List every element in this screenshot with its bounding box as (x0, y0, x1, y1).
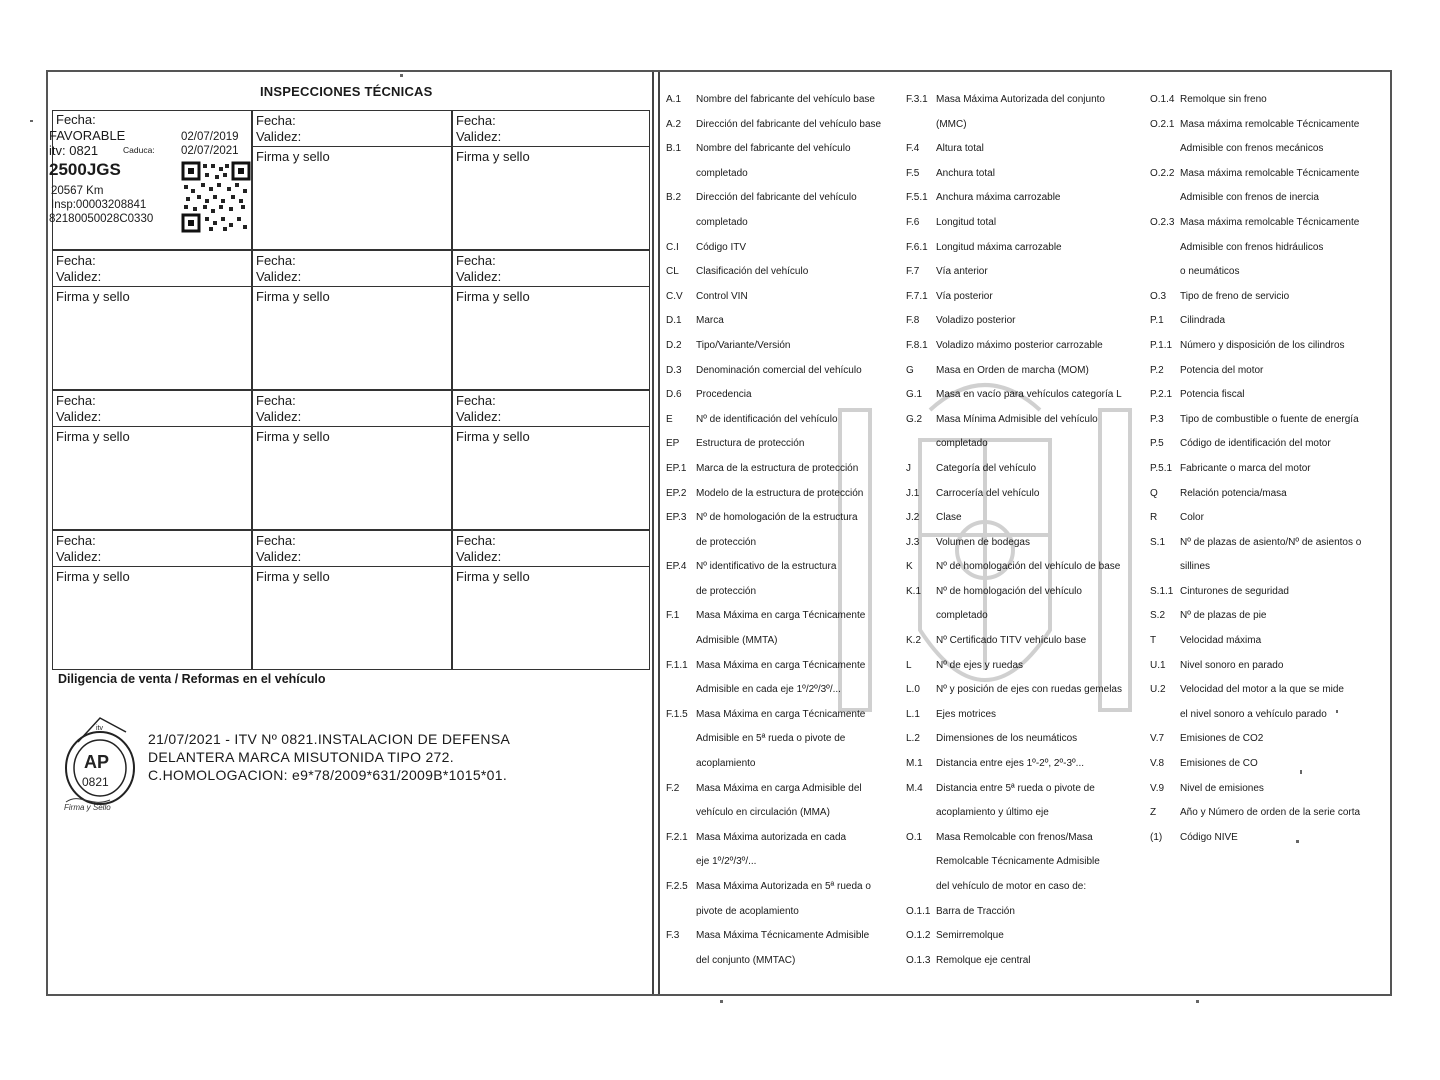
legend-description: Masa en Orden de marcha (MOM) (936, 364, 1089, 376)
legend-description: Admisible (MMTA) (696, 635, 778, 647)
legend-description: Nombre del fabricante del vehículo (696, 143, 851, 155)
legend-code: F.1.5 (666, 708, 688, 720)
coat-of-arms-watermark-icon (820, 350, 1150, 750)
legend-code: V.8 (1150, 758, 1165, 770)
legend-row (1150, 242, 1388, 267)
legend-code: F.6 (906, 216, 920, 228)
legend-code: EP.1 (666, 462, 687, 474)
legend-code: D.2 (666, 339, 682, 351)
svg-text:Firma y Sello: Firma y Sello (64, 803, 111, 812)
legend-code: O.2.2 (1150, 167, 1175, 179)
legend-description: Nº de homologación del vehículo (936, 585, 1082, 597)
legend-description: Masa máxima remolcable Técnicamente (1180, 118, 1360, 130)
legend-code: D.3 (666, 364, 682, 376)
legend-row (1150, 143, 1388, 168)
legend-row (1150, 217, 1388, 242)
legend-code: C.V (666, 290, 683, 302)
legend-row (666, 94, 906, 119)
legend-code: B.2 (666, 192, 682, 204)
legend-code: F.2.1 (666, 831, 688, 843)
legend-description: del conjunto (MMTAC) (696, 954, 796, 966)
inspection-cell: Fecha: Validez: Firma y sello (452, 390, 650, 530)
inspection-result: FAVORABLE (49, 128, 126, 143)
scan-speck (1196, 1000, 1199, 1003)
legend-code: J.2 (906, 512, 920, 524)
inspections-panel (48, 72, 654, 994)
legend-description: Vía anterior (936, 266, 988, 278)
legend-code: O.2.1 (1150, 118, 1175, 130)
inspection-cell: Fecha: Validez: Firma y sello (52, 250, 252, 390)
legend-code: P.1.1 (1150, 339, 1173, 351)
legend-code: A.1 (666, 94, 682, 105)
legend-description: Masa máxima remolcable Técnicamente (1180, 216, 1360, 228)
legend-row (1150, 807, 1388, 832)
inspection-cell: Fecha: Validez: Firma y sello (252, 530, 452, 670)
legend-description: Ejes motrices (936, 708, 997, 720)
reforma-line: C.HOMOLOGACION: e9*78/2009*631/2009B*1015*01. (148, 767, 508, 783)
legend-code: G.1 (906, 389, 923, 401)
legend-code: T (1150, 635, 1157, 647)
scan-speck (1336, 710, 1338, 713)
scan-speck (1296, 840, 1299, 843)
caduca-date: 02/07/2021 (181, 145, 239, 157)
legend-description: Altura total (936, 143, 984, 155)
legend-row (1150, 168, 1388, 193)
legend-description: Clase (936, 512, 962, 524)
legend-row (906, 94, 1146, 119)
legend-row (1150, 512, 1388, 537)
legend-description: Anchura máxima carrozable (936, 192, 1061, 204)
legend-description: Masa Máxima en carga Técnicamente (696, 610, 866, 622)
scan-speck (720, 1000, 723, 1003)
legend-description: de protección (696, 536, 757, 548)
legend-code: P.1 (1150, 315, 1164, 327)
legend-description: Semirremolque (936, 930, 1004, 942)
legend-row (666, 266, 906, 291)
legend-description: Nº de plazas de pie (1180, 610, 1267, 622)
legend-row (906, 758, 1146, 783)
legend-code: J.1 (906, 487, 920, 499)
reforma-line: 21/07/2021 - ITV Nº 0821.INSTALACION DE DEFENSA (148, 731, 511, 747)
legend-row (666, 291, 906, 316)
inspection-cell: Fecha: Validez: Firma y sello (452, 250, 650, 390)
legend-description: Masa Máxima Técnicamente Admisible (696, 930, 870, 942)
legend-description: del vehículo de motor en caso de: (936, 881, 1087, 892)
legend-code: F.8 (906, 315, 920, 327)
legend-description: Emisiones de CO2 (1180, 733, 1264, 745)
legend-row (1150, 488, 1388, 513)
legend-code: O.1 (906, 831, 923, 843)
legend-code: D.6 (666, 389, 682, 401)
legend-description: acoplamiento y último eje (936, 807, 1049, 819)
legend-code: P.5.1 (1150, 462, 1173, 474)
legend-description: Velocidad del motor a la que se mide (1180, 684, 1344, 696)
legend-code: EP (666, 438, 680, 450)
legend-row (1150, 635, 1388, 660)
legend-code: L (906, 659, 912, 671)
legend-code: O.1.4 (1150, 94, 1175, 105)
legend-code: F.1 (666, 610, 680, 622)
legend-description: Admisible en cada eje 1º/2º/3º/... (696, 684, 841, 696)
legend-description: Masa Máxima Autorizada en 5ª rueda o (696, 881, 871, 892)
inspection-cell: Fecha: Validez: Firma y sello (52, 530, 252, 670)
legend-row (1150, 365, 1388, 390)
legend-description: Potencia fiscal (1180, 389, 1245, 401)
inspection-cell: Fecha: Validez: Firma y sello (452, 110, 650, 250)
legend-description: Masa Máxima en carga Técnicamente (696, 708, 866, 720)
legend-description: Vía posterior (936, 290, 993, 302)
legend-row (906, 242, 1146, 267)
legend-description: Volumen de bodegas (936, 536, 1030, 548)
svg-text:itv: itv (96, 725, 103, 732)
legend-code: F.6.1 (906, 241, 928, 253)
legend-description: Masa Remolcable con frenos/Masa (936, 831, 1093, 843)
legend-code: F.7.1 (906, 290, 928, 302)
legend-description: Masa Máxima en carga Admisible del (696, 782, 862, 794)
legend-row (1150, 586, 1388, 611)
legend-code: (1) (1150, 831, 1163, 843)
legend-description: Marca (696, 315, 724, 327)
legend-row (666, 242, 906, 267)
legend-description: completado (936, 610, 988, 622)
legend-description: vehículo en circulación (MMA) (696, 807, 830, 819)
legend-description: Nº identificativo de la estructura (696, 561, 837, 573)
legend-row (666, 119, 906, 144)
legend-description: pivote de acoplamiento (696, 905, 799, 917)
legend-description: Denominación comercial del vehículo (696, 364, 862, 376)
legend-description: de protección (696, 585, 757, 597)
result-date: 02/07/2019 (181, 131, 239, 143)
legend-code: G.2 (906, 413, 923, 425)
legend-row (1150, 266, 1388, 291)
legend-row (906, 783, 1146, 808)
legend-row (1150, 758, 1388, 783)
legend-description: Código ITV (696, 241, 747, 253)
legend-code: F.1.1 (666, 659, 688, 671)
legend-code: O.1.2 (906, 930, 931, 942)
legend-code: V.9 (1150, 782, 1165, 794)
legend-description: Masa Máxima Autorizada del conjunto (936, 94, 1105, 105)
legend-description: Relación potencia/masa (1180, 487, 1287, 499)
legend-description: Categoría del vehículo (936, 462, 1037, 474)
legend-row (1150, 340, 1388, 365)
legend-row (666, 217, 906, 242)
legend-description: acoplamiento (696, 758, 756, 770)
legend-code: F.4 (906, 143, 920, 155)
reforma-annotation (148, 730, 510, 784)
legend-row (666, 783, 906, 808)
legend-row (1150, 438, 1388, 463)
diligencia-title: Diligencia de venta / Reformas en el vehículo (58, 672, 326, 686)
document-page (46, 70, 1392, 996)
legend-description: Nº de ejes y ruedas (936, 659, 1024, 671)
legend-description: Distancia entre ejes 1º-2º, 2º-3º... (936, 758, 1085, 770)
legend-row (1150, 733, 1388, 758)
legend-row (906, 168, 1146, 193)
svg-text:AP: AP (84, 752, 110, 772)
legend-code: CL (666, 266, 679, 278)
itv-station: itv: 0821 (49, 143, 99, 158)
legend-row (906, 119, 1146, 144)
legend-description: Masa Máxima autorizada en cada (696, 831, 847, 843)
qr-code-icon (181, 161, 251, 233)
legend-row (1150, 463, 1388, 488)
legend-row (666, 881, 906, 906)
legend-row (666, 832, 906, 857)
legend-code: F.3.1 (906, 94, 928, 105)
legend-description: Dirección del fabricante del vehículo (696, 192, 857, 204)
legend-description: Admisible con frenos hidráulicos (1180, 241, 1324, 253)
legend-code: F.2.5 (666, 881, 688, 892)
legend-code: D.1 (666, 315, 682, 327)
legend-description: Masa Máxima en carga Técnicamente (696, 659, 866, 671)
legend-row (1150, 192, 1388, 217)
legend-description: el nivel sonoro a vehículo parado (1180, 708, 1327, 720)
legend-row (666, 856, 906, 881)
legend-description: Masa máxima remolcable Técnicamente (1180, 167, 1360, 179)
legend-description: Velocidad máxima (1180, 635, 1262, 647)
legend-code: J (906, 462, 911, 474)
legend-description: Nivel sonoro en parado (1180, 659, 1284, 671)
legend-row (1150, 561, 1388, 586)
legend-description: eje 1º/2º/3º/... (696, 856, 757, 868)
legend-row (666, 315, 906, 340)
legend-row (1150, 610, 1388, 635)
scan-speck (1300, 770, 1302, 774)
legend-code: G (906, 364, 914, 376)
inspection-cell: Fecha: Validez: Firma y sello (252, 390, 452, 530)
legend-code: K.2 (906, 635, 922, 647)
legend-code: J.3 (906, 536, 920, 548)
legend-code: P.2 (1150, 364, 1164, 376)
legend-row (1150, 832, 1388, 857)
legend-code: U.2 (1150, 684, 1166, 696)
legend-code: F.7 (906, 266, 920, 278)
legend-description: Cilindrada (1180, 315, 1226, 327)
legend-code: E (666, 413, 673, 425)
legend-code: V.7 (1150, 733, 1165, 745)
legend-row (1150, 291, 1388, 316)
legend-description: Clasificación del vehículo (696, 266, 809, 278)
legend-description: Tipo de freno de servicio (1180, 290, 1290, 302)
legend-code: P.2.1 (1150, 389, 1173, 401)
legend-description: Nombre del fabricante del vehículo base (696, 94, 875, 105)
legend-description: Nivel de emisiones (1180, 782, 1264, 794)
legend-column-3 (1150, 94, 1388, 856)
legend-description: Control VIN (696, 290, 748, 302)
legend-description: o neumáticos (1180, 266, 1240, 278)
legend-description: Procedencia (696, 389, 752, 401)
legend-code: P.5 (1150, 438, 1164, 450)
legend-description: Cinturones de seguridad (1180, 585, 1289, 597)
reforma-line: DELANTERA MARCA MISUTONIDA TIPO 272. (148, 749, 454, 765)
scan-speck (30, 120, 33, 122)
inspection-cell: Fecha: Validez: Firma y sello (252, 110, 452, 250)
legend-description: completado (696, 167, 748, 179)
legend-code: O.1.3 (906, 954, 931, 966)
legend-description: Potencia del motor (1180, 364, 1264, 376)
caduca-label: Caduca: (123, 145, 155, 155)
inspection-cell: Fecha: Validez: Firma y sello (52, 390, 252, 530)
legend-row (1150, 119, 1388, 144)
legend-code: F.8.1 (906, 339, 928, 351)
legend-description: Nº de homologación de la estructura (696, 512, 858, 524)
legend-row (906, 217, 1146, 242)
legend-code: F.5 (906, 167, 920, 179)
legend-row (1150, 783, 1388, 808)
legend-code: O.1.1 (906, 905, 931, 917)
legend-code: F.2 (666, 782, 680, 794)
legend-description: Masa en vacío para vehículos categoría L (936, 389, 1122, 401)
legend-description: Longitud máxima carrozable (936, 241, 1062, 253)
legend-description: Admisible en 5ª rueda o pivote de (696, 733, 846, 745)
legend-code: U.1 (1150, 659, 1166, 671)
itv-stamp-icon (60, 712, 150, 812)
first-fecha-label: Fecha: (56, 112, 96, 127)
legend-row (906, 955, 1146, 980)
legend-description: Anchura total (936, 167, 995, 179)
legend-description: Admisible con frenos mecánicos (1180, 143, 1324, 155)
inspection-grid (49, 110, 650, 670)
legend-description: Estructura de protección (696, 438, 805, 450)
legend-code: S.2 (1150, 610, 1166, 622)
legend-code: P.3 (1150, 413, 1164, 425)
legend-code: L.0 (906, 684, 920, 696)
scan-speck (400, 74, 403, 77)
inspections-title: INSPECCIONES TÉCNICAS (260, 84, 433, 99)
inspection-cell: Fecha: Validez: Firma y sello (252, 250, 452, 390)
legend-code: L.1 (906, 708, 920, 720)
legend-code: S.1 (1150, 536, 1166, 548)
odometer: 20567 Km (51, 185, 104, 197)
inspection-number: Insp:00003208841 (51, 199, 147, 211)
legend-code: A.2 (666, 118, 682, 130)
inspection-cell-first (49, 110, 252, 250)
legend-row (1150, 660, 1388, 685)
legend-description: sillines (1180, 561, 1211, 573)
legend-row (906, 906, 1146, 931)
legend-description: Número y disposición de los cilindros (1180, 339, 1345, 351)
legend-description: Nº y posición de ejes con ruedas gemelas (936, 684, 1122, 696)
legend-row (666, 758, 906, 783)
legend-code: R (1150, 512, 1158, 524)
legend-row (906, 930, 1146, 955)
legend-row (1150, 684, 1388, 709)
legend-row (666, 930, 906, 955)
legend-row (906, 291, 1146, 316)
legend-row (906, 266, 1146, 291)
legend-row (666, 143, 906, 168)
legend-row (906, 832, 1146, 857)
legend-description: Masa Mínima Admisible del vehículo (936, 413, 1098, 425)
legend-row (666, 906, 906, 931)
legend-description: Marca de la estructura de protección (696, 462, 859, 474)
legend-description: Voladizo posterior (936, 315, 1016, 327)
legend-code: F.3 (666, 930, 680, 942)
inspection-code: 82180050028C0330 (49, 213, 154, 225)
legend-row (906, 856, 1146, 881)
legend-code: Q (1150, 487, 1158, 499)
legend-description: Remolcable Técnicamente Admisible (936, 856, 1100, 868)
legend-description: Nº de homologación del vehículo de base (936, 561, 1121, 573)
legend-row (666, 168, 906, 193)
legend-description: completado (696, 216, 748, 228)
legend-description: Emisiones de CO (1180, 758, 1258, 770)
legend-description: Dirección del fabricante del vehículo base (696, 118, 882, 130)
legend-code: L.2 (906, 733, 920, 745)
legend-description: Barra de Tracción (936, 905, 1015, 917)
license-plate: 2500JGS (49, 160, 121, 179)
legend-code: K.1 (906, 585, 922, 597)
legend-row (906, 315, 1146, 340)
legend-description: Año y Número de orden de la serie corta (1180, 807, 1361, 819)
legend-description: Carrocería del vehículo (936, 487, 1040, 499)
legend-code: F.5.1 (906, 192, 928, 204)
legend-description: Fabricante o marca del motor (1180, 462, 1311, 474)
legend-description: Admisible con frenos de inercia (1180, 192, 1319, 204)
legend-code: O.2.3 (1150, 216, 1175, 228)
legend-code: Z (1150, 807, 1157, 819)
legend-row (906, 881, 1146, 906)
legend-description: Remolque sin freno (1180, 94, 1267, 105)
legend-row (666, 192, 906, 217)
legend-row (906, 143, 1146, 168)
legend-row (666, 955, 906, 980)
legend-description: Color (1180, 512, 1204, 524)
legend-row (906, 192, 1146, 217)
legend-code: M.4 (906, 782, 923, 794)
legend-row (666, 807, 906, 832)
legend-row (1150, 537, 1388, 562)
legend-code: B.1 (666, 143, 682, 155)
legend-description: Remolque eje central (936, 954, 1031, 966)
legend-description: (MMC) (936, 118, 967, 130)
legend-row (1150, 414, 1388, 439)
legend-code: EP.4 (666, 561, 687, 573)
legend-code: O.3 (1150, 290, 1167, 302)
legend-description: Código de identificación del motor (1180, 438, 1331, 450)
svg-text:0821: 0821 (82, 775, 109, 789)
legend-row (1150, 709, 1388, 734)
legend-description: Nº Certificado TITV vehículo base (936, 635, 1087, 647)
legend-code: M.1 (906, 758, 923, 770)
legend-code: K (906, 561, 913, 573)
legend-description: Tipo/Variante/Versión (696, 339, 791, 351)
inspection-cell: Fecha: Validez: Firma y sello (452, 530, 650, 670)
legend-row (1150, 315, 1388, 340)
legend-row (1150, 389, 1388, 414)
legend-description: Voladizo máximo posterior carrozable (936, 339, 1103, 351)
legend-description: Modelo de la estructura de protección (696, 487, 864, 499)
legend-row (906, 807, 1146, 832)
legend-code: S.1.1 (1150, 585, 1174, 597)
legend-description: Longitud total (936, 216, 997, 228)
legend-code: EP.3 (666, 512, 687, 524)
legend-row (1150, 94, 1388, 119)
legend-description: Dimensiones de los neumáticos (936, 733, 1078, 745)
legend-description: Distancia entre 5ª rueda o pivote de (936, 782, 1095, 794)
legend-description: Nº de identificación del vehículo (696, 413, 838, 425)
legend-description: Código NIVE (1180, 831, 1238, 843)
legend-description: completado (936, 438, 988, 450)
legend-description: Tipo de combustible o fuente de energía (1180, 413, 1359, 425)
legend-description: Nº de plazas de asiento/Nº de asientos o (1180, 536, 1362, 548)
legend-code: C.I (666, 241, 679, 253)
legend-code: EP.2 (666, 487, 687, 499)
